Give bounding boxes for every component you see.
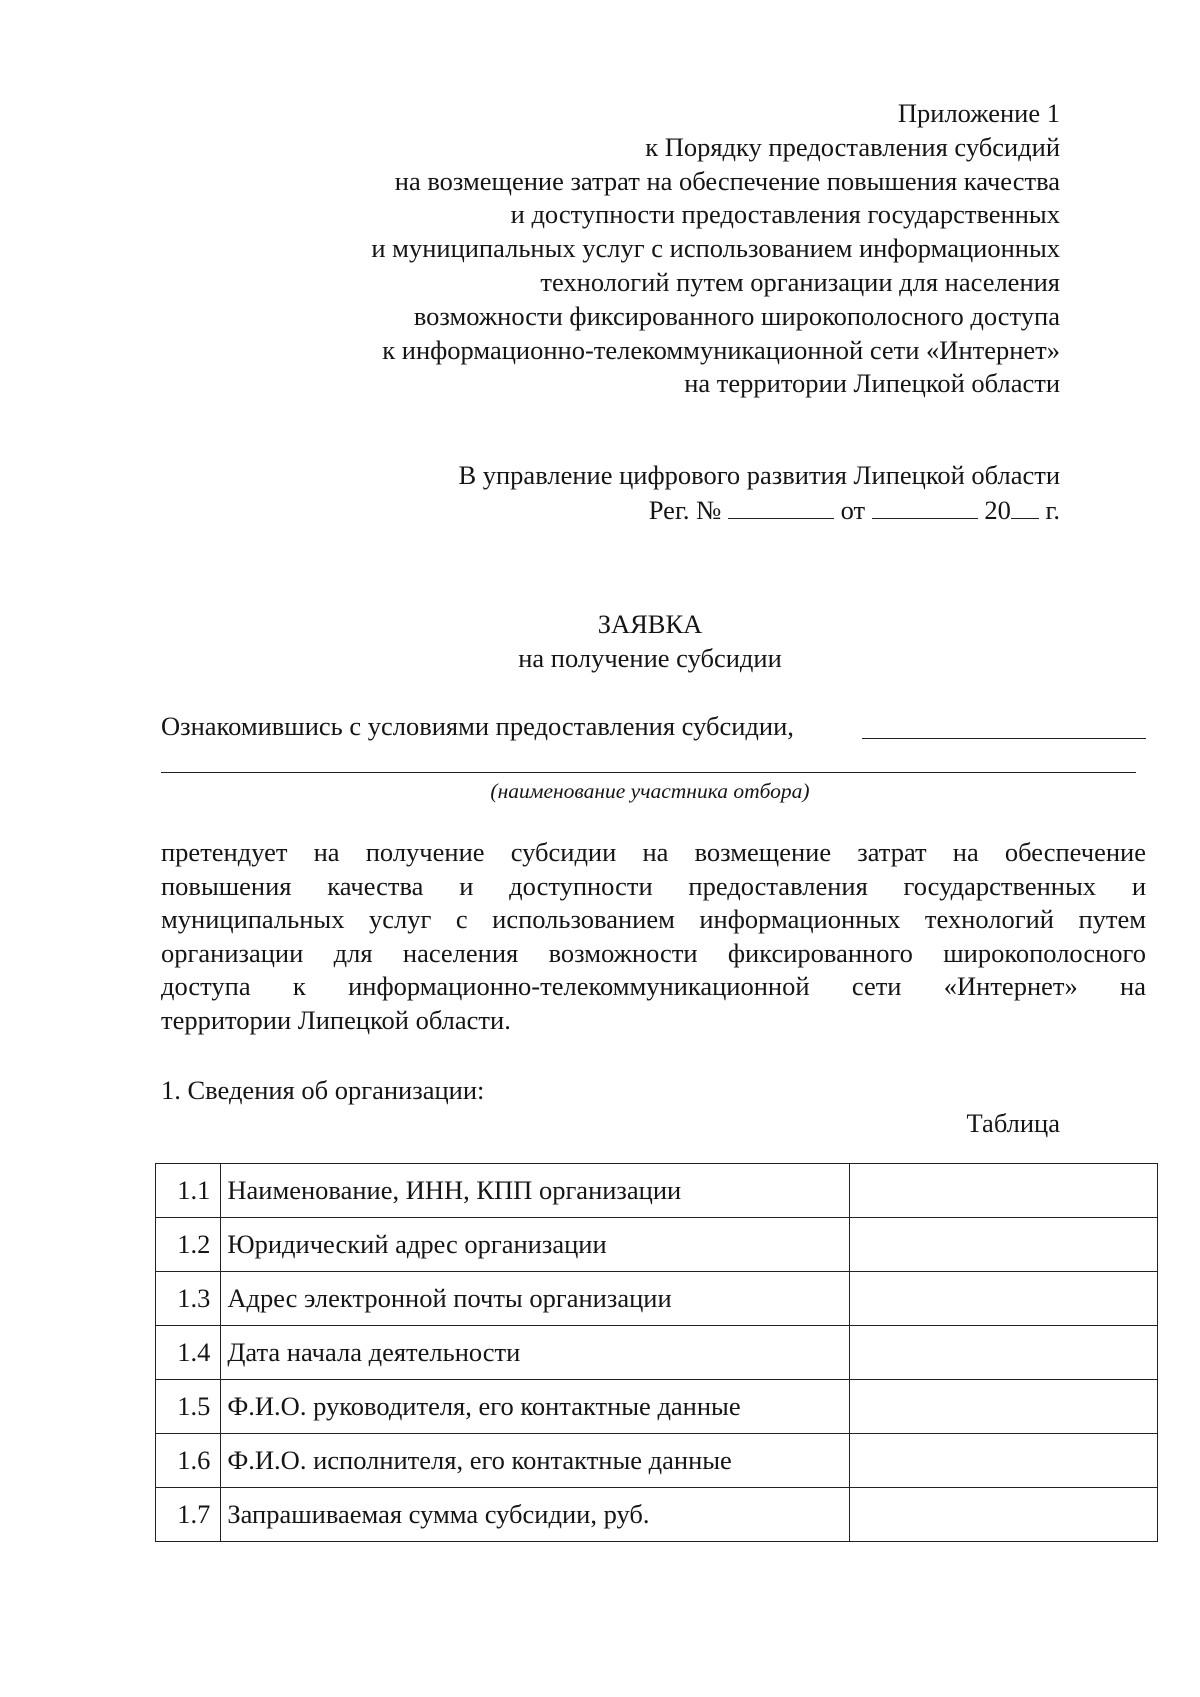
row-value-cell[interactable]	[849, 1272, 1157, 1326]
row-label: Дата начала деятельности	[221, 1326, 849, 1380]
addressee-line: В управление цифрового развития Липецкой области	[458, 460, 1060, 490]
table-row	[156, 1380, 1158, 1434]
row-value-cell[interactable]	[849, 1434, 1157, 1488]
paragraph-line: территории Липецкой области.	[161, 1004, 511, 1035]
table-row	[156, 1326, 1158, 1380]
table-row	[156, 1164, 1158, 1218]
participant-name-field-continued[interactable]	[161, 772, 1136, 773]
reg-date-label: от	[840, 495, 866, 525]
paragraph-line: повышения качества и доступности предоставления государственных и	[161, 870, 1146, 901]
organization-info-table	[155, 1163, 1158, 1542]
participant-name-caption: (наименование участника отбора)	[490, 779, 810, 803]
intro-line	[161, 709, 1146, 743]
row-number: 1.7	[156, 1488, 221, 1542]
reg-year-field[interactable]	[1011, 496, 1039, 519]
appendix-line: Приложение 1	[897, 98, 1060, 128]
row-number: 1.3	[156, 1272, 221, 1326]
row-number: 1.5	[156, 1380, 221, 1434]
participant-name-field[interactable]	[862, 738, 1146, 739]
appendix-header	[371, 97, 1060, 401]
table-label: Таблица	[966, 1108, 1060, 1138]
appendix-line: на возмещение затрат на обеспечение повышения качества	[394, 165, 1060, 196]
appendix-line: к информационно-телекоммуникационной сети «Интернет»	[382, 334, 1060, 365]
table-row	[156, 1488, 1158, 1542]
appendix-line: и доступности предоставления государственных	[510, 199, 1060, 230]
row-value-cell[interactable]	[849, 1326, 1157, 1380]
row-label: Ф.И.О. руководителя, его контактные данные	[221, 1380, 849, 1434]
appendix-line: возможности фиксированного широкополосного доступа	[413, 300, 1060, 331]
body-paragraph	[161, 836, 1146, 1038]
document-title	[0, 607, 1200, 675]
reg-year-prefix: 20	[984, 495, 1011, 525]
reg-number-label: Рег. №	[648, 495, 722, 525]
row-number: 1.2	[156, 1218, 221, 1272]
title-main: ЗАЯВКА	[597, 609, 703, 639]
row-number: 1.4	[156, 1326, 221, 1380]
appendix-line: к Порядку предоставления субсидий	[645, 131, 1060, 162]
table-row	[156, 1272, 1158, 1326]
row-number: 1.1	[156, 1164, 221, 1218]
row-label: Запрашиваемая сумма субсидии, руб.	[221, 1488, 849, 1542]
row-number: 1.6	[156, 1434, 221, 1488]
title-sub: на получение субсидии	[518, 643, 782, 673]
table-row	[156, 1434, 1158, 1488]
reg-number-field[interactable]	[728, 496, 834, 519]
addressee-block	[458, 458, 1060, 528]
row-label: Наименование, ИНН, КПП организации	[221, 1164, 849, 1218]
appendix-line: и муниципальных услуг с использованием информационных	[371, 233, 1060, 264]
reg-date-field[interactable]	[872, 496, 978, 519]
row-value-cell[interactable]	[849, 1218, 1157, 1272]
row-value-cell[interactable]	[849, 1488, 1157, 1542]
registration-line	[458, 493, 1060, 528]
row-value-cell[interactable]	[849, 1164, 1157, 1218]
reg-year-suffix: г.	[1045, 495, 1060, 525]
section-heading: 1. Сведения об организации:	[161, 1075, 485, 1105]
row-label: Адрес электронной почты организации	[221, 1272, 849, 1326]
table-row	[156, 1218, 1158, 1272]
paragraph-line: организации для населения возможности фиксированного широкополосного	[161, 937, 1146, 968]
paragraph-line: муниципальных услуг с использованием информационных технологий путем	[161, 904, 1146, 935]
paragraph-line: претендует на получение субсидии на возмещение затрат на обеспечение	[161, 837, 1146, 867]
appendix-line: технологий путем организации для населения	[540, 266, 1060, 297]
paragraph-line: доступа к информационно-телекоммуникационной сети «Интернет» на	[161, 971, 1146, 1002]
intro-text: Ознакомившись с условиями предоставления субсидии,	[161, 711, 794, 741]
appendix-line: на территории Липецкой области	[684, 368, 1060, 399]
row-label: Ф.И.О. исполнителя, его контактные данные	[221, 1434, 849, 1488]
row-label: Юридический адрес организации	[221, 1218, 849, 1272]
row-value-cell[interactable]	[849, 1380, 1157, 1434]
